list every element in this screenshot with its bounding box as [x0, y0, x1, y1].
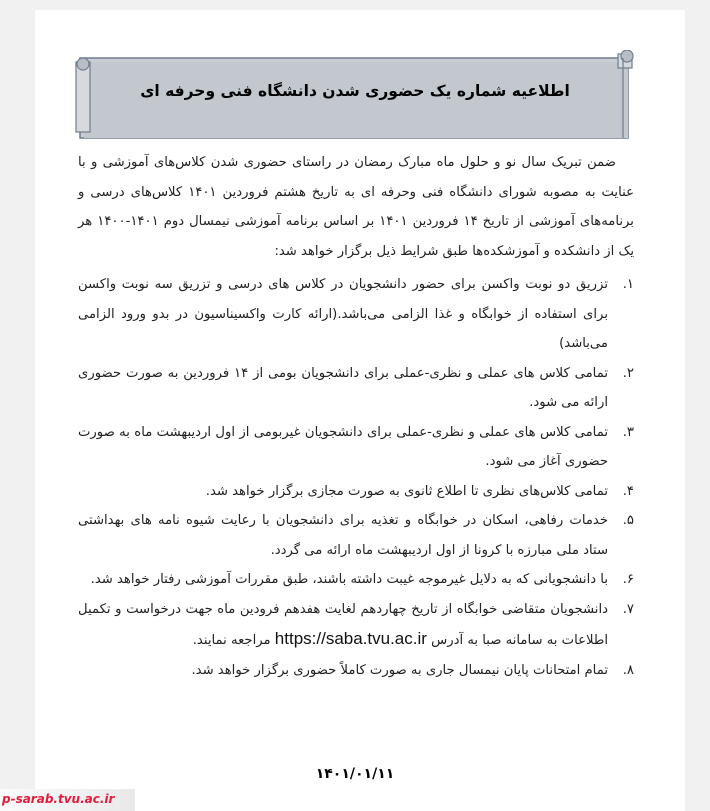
conditions-list	[78, 270, 634, 685]
announcement-title: اطلاعیه شماره یک حضوری شدن دانشگاه فنی وحرفه ای	[140, 82, 570, 100]
announcement-body	[78, 148, 634, 685]
list-item	[78, 595, 634, 656]
list-item	[78, 359, 634, 418]
list-item	[78, 656, 634, 686]
list-item	[78, 565, 634, 595]
announcement-date: ۱۴۰۱/۰۱/۱۱	[315, 766, 395, 782]
saba-url-link[interactable]: https://saba.tvu.ac.ir	[274, 629, 427, 648]
item-number: ۷.	[622, 601, 634, 617]
item-text: با دانشجویانی که به دلایل غیرموجه غیبت داشته باشند، طبق مقررات آموزشی رفتار خواهد شد.	[90, 572, 608, 587]
watermark-text: p-sarab.tvu.ac.ir	[2, 792, 115, 806]
item-text: تمامی کلاس‌های نظری تا اطلاع ثانوی به صورت مجازی برگزار خواهد شد.	[205, 483, 608, 499]
title-banner	[74, 50, 636, 140]
site-watermark	[0, 789, 135, 811]
item-number: ۵.	[622, 513, 634, 528]
item-number: ۸.	[622, 662, 634, 678]
item-number: ۶.	[622, 572, 634, 587]
list-item	[78, 270, 634, 359]
item-text: خدمات رفاهی، اسکان در خوابگاه و تغذیه برای دانشجویان با رعایت شیوه نامه های بهداشتی ستاد ملی مبارزه با کرونا از اول اردیبهشت ماه ارائه می گردد.	[78, 513, 608, 558]
item-text: تمامی کلاس های عملی و نظری-عملی برای دانشجویان بومی از ۱۴ فروردین به صورت حضوری ارائه می شود.	[78, 365, 608, 410]
list-item	[78, 506, 634, 565]
item-text-start: دانشجویان متقاضی خوابگاه از تاریخ چهاردهم لغایت هفدهم فرودین ماه جهت درخواست و تکمیل اطلاعات به سامانه صبا به آدرس	[78, 601, 608, 648]
item-text: تمام امتحانات پایان نیمسال جاری به صورت کاملاً حضوری برگزار خواهد شد.	[191, 662, 608, 678]
item-number: ۴.	[622, 483, 634, 499]
item-number: ۱.	[622, 277, 634, 292]
list-item	[78, 477, 634, 507]
list-item	[78, 418, 634, 477]
item-text: تزریق دو نوبت واکسن برای حضور دانشجویان در کلاس های درسی و تزریق سه نوبت واکسن برای استفاده از خوابگاه و غذا الزامی می‌باشد.(ارائه کارت واکسیناسیون در بدو ورود الزامی می‌باشد)	[78, 277, 608, 351]
item-number: ۳.	[622, 424, 634, 440]
item-number: ۲.	[622, 365, 634, 381]
item-text: تمامی کلاس های عملی و نظری-عملی برای دانشجویان غیربومی از اول اردیبهشت ماه به صورت حضوری آغاز می شود.	[78, 424, 608, 469]
item-text-end: مراجعه نمایند.	[192, 633, 275, 648]
intro-paragraph: ضمن تبریک سال نو و حلول ماه مبارک رمضان در راستای حضوری شدن کلاس‌های آموزشی و با عنایت به مصوبه شورای دانشگاه فنی وحرفه ای به تاریخ هشتم فروردین ۱۴۰۱ کلاس‌های درسی و برنامه‌های آموزشی از تاریخ ۱۴ فروردین ۱۴۰۱ بر اساس برنامه آموزشی نیمسال دوم ۱۴۰۱-۱۴۰۰ هر یک از دانشکده و آموزشکده‌ها طبق شرایط ذیل برگزار خواهد شد:	[78, 155, 634, 259]
